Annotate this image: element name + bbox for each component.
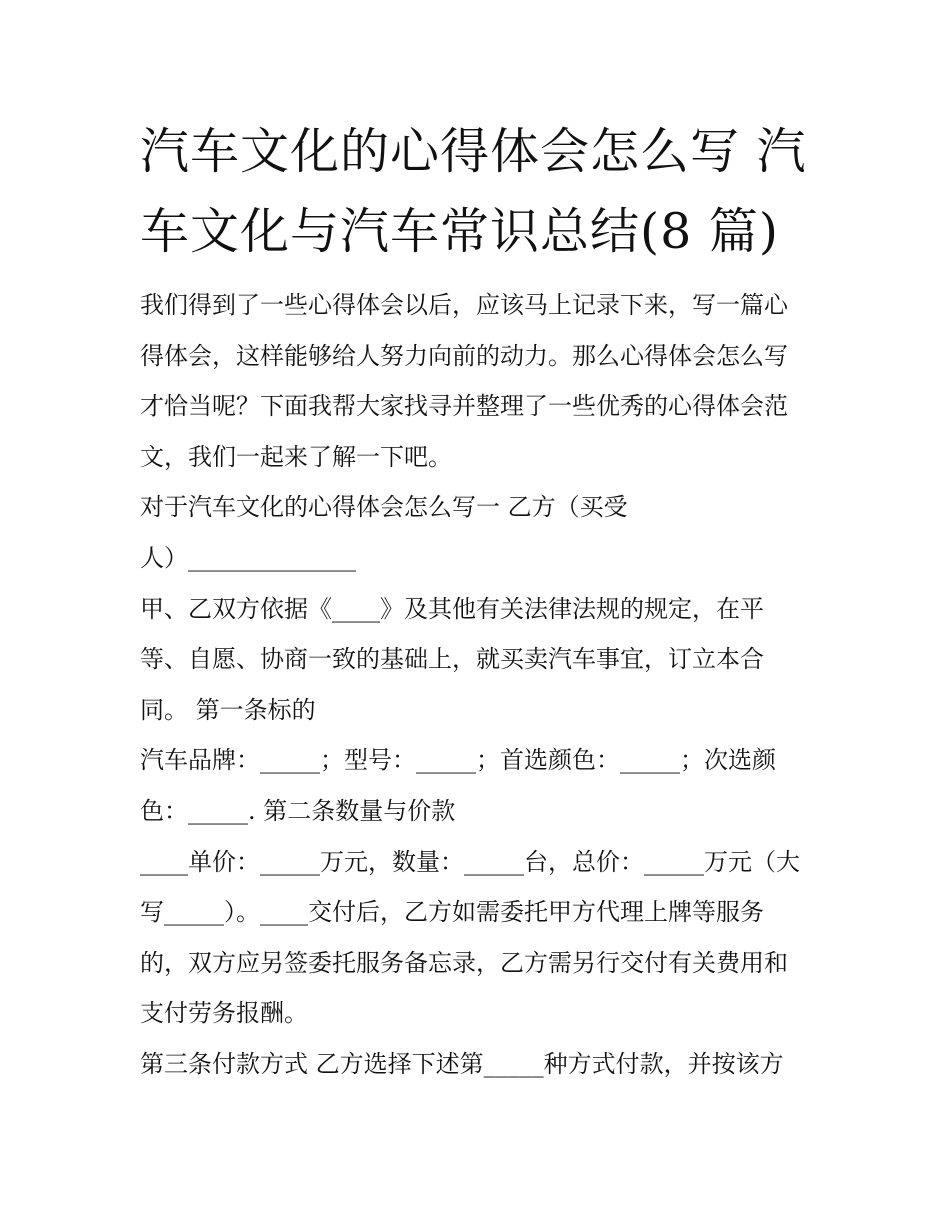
body-line: 第三条付款方式 乙方选择下述第_____种方式付款，并按该方 xyxy=(140,1049,784,1078)
body-line: 我们得到了一些心得体会以后，应该马上记录下来，写一篇心 xyxy=(140,291,788,319)
body-line: 甲、乙双方依据《____》及其他有关法律法规的规定，在平 xyxy=(140,594,764,623)
body-line: 支付劳务报酬。 xyxy=(140,999,308,1028)
body-line: 人）______________ xyxy=(140,543,356,572)
document-title xyxy=(140,112,820,272)
body-line: 同。 第一条标的 xyxy=(140,695,316,724)
body-line: 得体会，这样能够给人努力向前的动力。那么心得体会怎么写 xyxy=(140,341,788,370)
body-line: ____单价：_____万元，数量：_____台，总价：_____万元（大 xyxy=(140,847,800,876)
body-line: 写_____）。____交付后，乙方如需委托甲方代理上牌等服务 xyxy=(140,898,764,927)
title-line: 车文化与汽车常识总结(8 篇) xyxy=(140,203,779,260)
title-line: 汽车文化的心得体会怎么写 汽 xyxy=(140,123,807,180)
body-line: 的，双方应另签委托服务备忘录，乙方需另行交付有关费用和 xyxy=(140,948,788,977)
body-line: 文，我们一起来了解一下吧。 xyxy=(140,442,452,471)
body-line: 才恰当呢？下面我帮大家找寻并整理了一些优秀的心得体会范 xyxy=(140,392,788,421)
document-body xyxy=(140,280,820,1090)
body-line: 对于汽车文化的心得体会怎么写一 乙方（买受 xyxy=(140,493,628,522)
body-line: 色：_____. 第二条数量与价款 xyxy=(140,796,456,825)
body-line: 汽车品牌：_____；型号：_____；首选颜色：_____；次选颜 xyxy=(140,746,776,775)
body-line: 等、自愿、协商一致的基础上，就买卖汽车事宜，订立本合 xyxy=(140,645,764,674)
document-content xyxy=(140,112,820,1090)
